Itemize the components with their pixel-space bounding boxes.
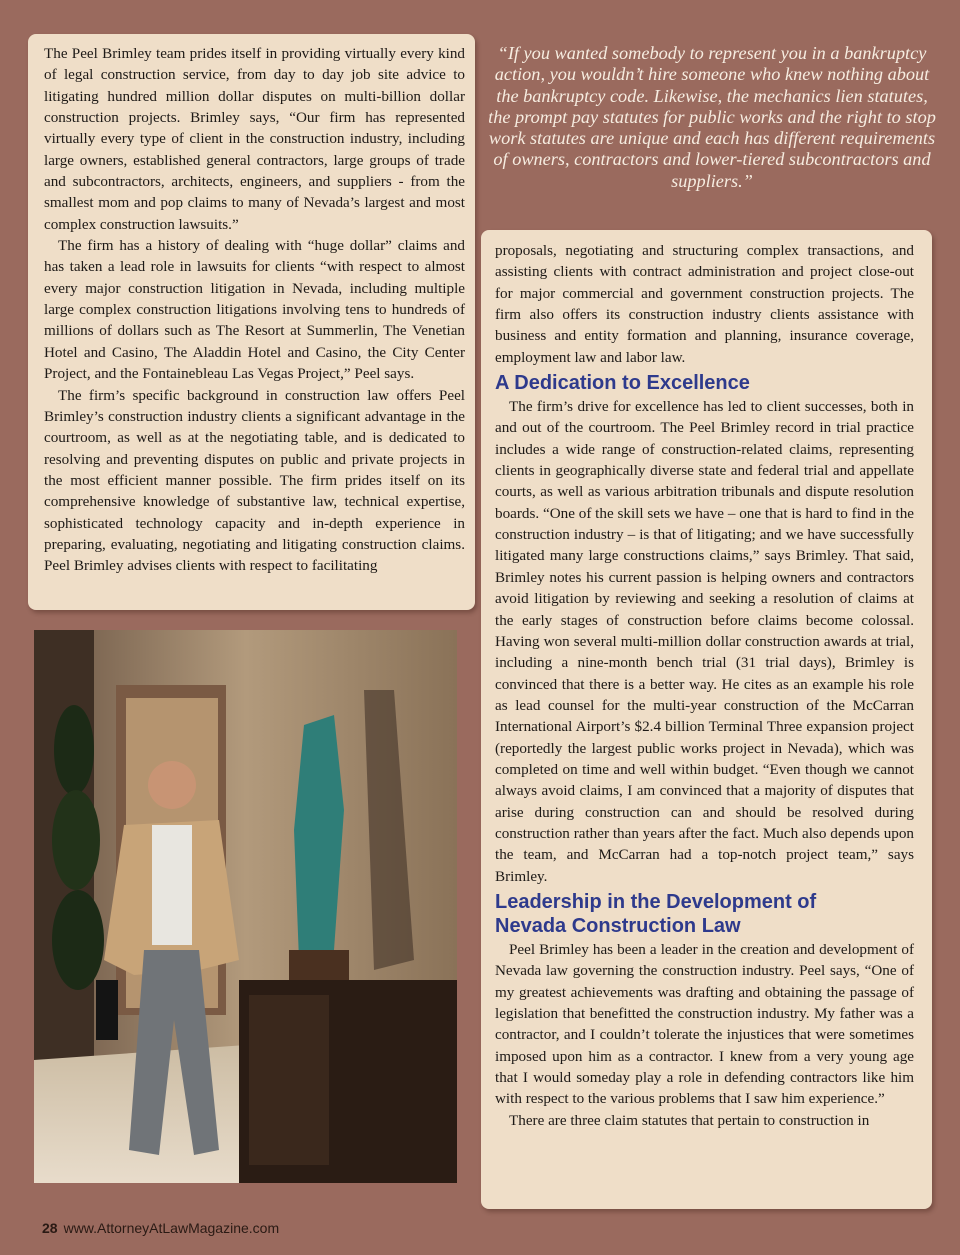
section-heading [495, 890, 914, 938]
portrait-photo [34, 630, 457, 1183]
right-text-box [481, 230, 932, 1209]
photo-illustration [34, 630, 457, 1183]
paragraph: The firm’s drive for excellence has led to client successes, both in and out of the courtroom. The Peel Brimley record in trial practice includes a wide range of construction-related claims, representing clients in geographically diverse state and federal trial and appellate courts, as well as various arbitration tribunals and dispute resolution boards. “One of the skill sets we have – one that is hard to find in the construction industry – is that of litigating; and we have successfully litigated many large constructions claims,” says Brimley. That said, Brimley notes his current passion is helping owners and contractors avoid litigation by reviewing and seeking a resolution of claims at the early stages of construction before claims become colossal. Having won several multi-million dollar construction awards at trial, including a nine-month bench trial (31 trial days), Brimley is convinced that there is a better way. He cites as an example his role as lead counsel for the multi-year construction of the McCarran International Airport’s $2.4 billion Terminal Three expansion project (reportedly the largest public works project in Nevada), which was completed on time and well within budget. “Even though we cannot always avoid claims, I am convinced that a majority of disputes that arise during construction can and should be resolved during construction rather than years after the fact. Much also depends upon the team, and McCarran had a top-notch project team,” says Brimley. [495, 398, 914, 885]
paragraph: Peel Brimley has been a leader in the creation and development of Nevada law governing the construction industry. Peel says, “One of my greatest achievements was drafting and obtaining the passage of legislation that benefitted the construction industry. My father was a contractor, and I couldn’t tolerate the injustices that were sometimes imposed upon him as a contractor. I knew from a very young age that I would someday play a role in defending contractors like him with respect to the various problems that I saw him experience.” [495, 940, 914, 1108]
section-heading: A Dedication to Excellence [495, 372, 750, 395]
footer-url[interactable]: www.AttorneyAtLawMagazine.com [63, 1220, 280, 1236]
paragraph: The firm has a history of dealing with “huge dollar” claims and has taken a lead role in lawsuits for clients “with respect to almost every major construction litigation in Nevada, including multiple large complex construction litigations involving tens to hundreds of millions of dollars such as The Resort at Summerlin, The Venetian Hotel and Casino, The Aladdin Hotel and Casino, the City Center Project, and the Fontainebleau Las Vegas Project,” Peel says. [44, 237, 465, 383]
paragraph: The Peel Brimley team prides itself in providing virtually every kind of legal construction service, from day to day job site advice to litigating hundred million dollar disputes on multi-billion dollar construction projects. Brimley says, “Our firm has represented virtually every type of client in the construction industry, including large owners, established general contractors, large groups of trade and subcontractors, architects, engineers, and suppliers - from the smallest mom and pop claims to many of Nevada’s largest and most complex construction lawsuits.” [44, 45, 465, 233]
paragraph: There are three claim statutes that pertain to construction in [509, 1111, 870, 1129]
paragraph: The firm’s specific background in construction law offers Peel Brimley’s construction industry clients a significant advantage in the courtroom, as well as at the negotiating table, and is dedicated to resolving and preventing disputes on public and private projects in the most efficient manner possible. The firm prides itself on its comprehensive knowledge of substantive law, technical expertise, sophisticated technology capacity and in-depth experience in preparing, evaluating, negotiating and litigating construction claims. Peel Brimley advises clients with respect to facilitating [44, 386, 465, 575]
heading-line: Leadership in the Development of [495, 890, 817, 913]
pull-quote: “If you wanted somebody to represent you in a bankruptcy action, you wouldn’t hire someone who knew nothing about the bankruptcy code. Likewise, the mechanics lien statutes, the prompt pay statutes for public works and the right to stop work statutes are unique and each has different requirements of owners, contractors and lower-tiered subcontractors and suppliers.” [488, 43, 936, 191]
left-text-box [28, 34, 475, 610]
page-footer [42, 1220, 279, 1236]
paragraph: proposals, negotiating and structuring complex transactions, and assisting clients with contract administration and project close-out for major commercial and government construction projects. The firm also offers its construction industry clients assistance with business and entity formation and planning, insurance coverage, employment law and labor law. [495, 242, 914, 366]
page-number: 28 [42, 1220, 58, 1236]
heading-line: Nevada Construction Law [495, 914, 741, 937]
